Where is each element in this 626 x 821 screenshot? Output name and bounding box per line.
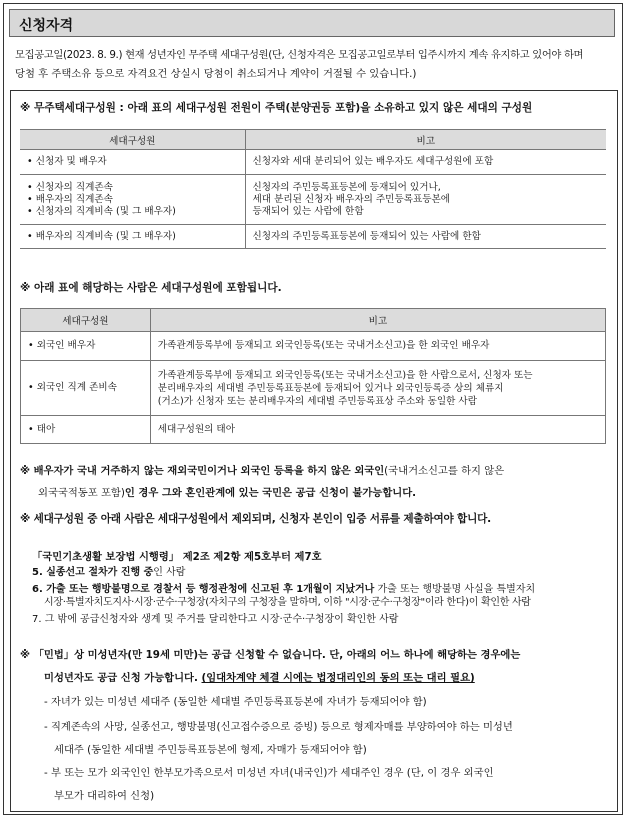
page-frame [3, 3, 623, 815]
table-row [20, 225, 606, 249]
note-included-members: ※ 아래 표에 해당하는 사람은 세대구성원에 포함됩니다. [20, 282, 282, 294]
note-foreign-spouse-bold: ※ 배우자가 국내 거주하지 않는 재외국민이거나 외국인 등록을 하지 않은 외국인 [20, 465, 385, 477]
note-no-home-definition: ※ 무주택세대구성원 : 아래 표의 세대구성원 전원이 주택(분양권등 포함)을 소유하고 있지 않은 세대의 구성원 [20, 102, 533, 114]
note-minor-bold: 미성년자도 공급 신청 가능합니다. [44, 672, 202, 684]
table1-member: • 신청자의 직계비속 (및 그 배우자) [27, 205, 176, 217]
law-item-5-normal: 인 사람 [153, 567, 186, 578]
eligibility-details-box [10, 90, 618, 812]
table1-header-remarks: 비고 [245, 130, 606, 150]
list-item: - 자녀가 있는 미성년 세대주 (동일한 세대별 주민등록표등본에 자녀가 등재되어야 함) [44, 696, 427, 708]
table1-remark: 세대 분리된 신청자 배우자의 주민등록표등본에 [252, 193, 451, 205]
note-minor-underline: (임대차계약 체결 시에는 법정대리인의 동의 또는 대리 필요) [201, 672, 475, 684]
section-title: 신청자격 [19, 18, 74, 34]
table2-remark: 가족관계등록부에 등재되고 외국인등록(또는 국내거소신고)을 한 외국인 배우자 [157, 340, 490, 351]
intro-line-2: 당첨 후 주택소유 등으로 자격요건 상실시 당첨이 취소되거나 계약이 거절될 수 있습니다.) [15, 68, 417, 80]
note-foreign-spouse-normal: (국내거소신고를 하지 않은 [384, 465, 505, 477]
table-row [21, 332, 606, 361]
note-foreign-spouse-normal-2: 외국국적동포 포함) [38, 487, 125, 499]
table2-member: • 태아 [21, 416, 151, 444]
table2-member: • 외국인 직계 존비속 [21, 361, 151, 416]
intro-line-1: 모집공고일(2023. 8. 9.) 현재 성년자인 무주택 세대구성원(단, 신청자격은 모집공고일로부터 입주시까지 계속 유지하고 있어야 하며 [15, 49, 584, 61]
law-item-7: 7. 그 밖에 공급신청자와 생계 및 주거를 달리한다고 시장·군수·구청장이 확인한 사람 [32, 614, 399, 625]
table1-member: • 배우자의 직계비속 (및 그 배우자) [27, 230, 176, 242]
law-item-5-bold: 5. 실종선고 절차가 진행 중 [32, 567, 154, 578]
household-members-table [20, 129, 606, 249]
table2-remark: (거소)가 신청자 또는 분리배우자의 세대별 주민등록표상 주소와 동일한 사람 [157, 395, 477, 407]
note-minor-line-2 [44, 669, 475, 684]
law-item-6-line-2: 시장·특별자치도지사·시장·군수·구청장(자치구의 구청장을 말하며, 이하 "시장·군수·구청장"이라 한다)이 확인한 사람 [44, 597, 531, 608]
list-item: - 부 또는 모가 외국인인 한부모가족으로서 미성년 자녀(내국인)가 세대주인 경우 (단, 이 경우 외국인 [44, 767, 494, 779]
table1-header-members: 세대구성원 [20, 130, 245, 150]
table-row [20, 150, 606, 175]
table1-remark: 신청자와 세대 분리되어 있는 배우자도 세대구성원에 포함 [252, 156, 494, 167]
table2-member: • 외국인 배우자 [21, 332, 151, 361]
law-item-6-normal: 가출 또는 행방불명 사실을 특별자치 [374, 584, 536, 595]
table2-header-remarks: 비고 [150, 309, 605, 332]
table2-remark: 분리배우자의 세대별 주민등록표등본에 등재되어 있거나 외국인등록증 상의 체류지 [157, 382, 504, 394]
table2-remark: 세대구성원의 태아 [157, 423, 235, 435]
list-item: 세대주 (동일한 세대별 주민등록표등본에 형제, 자매가 등재되어야 함) [54, 744, 367, 756]
table-row [21, 361, 606, 416]
table-row [21, 416, 606, 444]
law-title: 「국민기초생활 보장법 시행령」 제2조 제2항 제5호부터 제7호 [32, 551, 322, 563]
note-excluded-members: ※ 세대구성원 중 아래 사람은 세대구성원에서 제외되며, 신청자 본인이 입증 서류를 제출하여야 합니다. [20, 513, 491, 525]
table2-header-members: 세대구성원 [21, 309, 151, 332]
note-foreign-spouse-bold-2: 인 경우 그와 혼인관계에 있는 국민은 공급 신청이 불가능합니다. [124, 487, 417, 499]
note-minor-line-1: ※ 「민법」상 미성년자(만 19세 미만)는 공급 신청할 수 없습니다. 단, 아래의 어느 하나에 해당하는 경우에는 [20, 649, 521, 661]
law-item-5 [32, 563, 185, 578]
list-item: - 직계존속의 사망, 실종선고, 행방불명(신고접수증으로 증빙) 등으로 형제자매를 부양하여야 하는 미성년 [44, 721, 513, 733]
intro-paragraph [15, 46, 615, 84]
table-row [20, 175, 606, 225]
table1-member: • 신청자 및 배우자 [27, 156, 107, 167]
table1-remark: 신청자의 주민등록표등본에 등재되어 있거나, [252, 181, 441, 193]
table1-remark: 등재되어 있는 사람에 한함 [252, 205, 364, 217]
list-item: 부모가 대리하여 신청) [54, 790, 155, 802]
section-title-bar [9, 9, 615, 37]
note-foreign-spouse-line-2 [38, 484, 416, 499]
law-item-6-bold: 6. 가출 또는 행방불명으로 경찰서 등 행정관청에 신고된 후 1개월이 지났거나 [32, 584, 375, 595]
table1-remark: 신청자의 주민등록표등본에 등재되어 있는 사람에 한함 [252, 230, 481, 242]
included-members-table [20, 308, 606, 444]
table2-remark: 가족관계등록부에 등재되고 외국인등록(또는 국내거소신고)을 한 사람으로서, 신청자 또는 [157, 369, 533, 381]
table1-member: • 배우자의 직계존속 [27, 193, 113, 205]
table1-member: • 신청자의 직계존속 [27, 181, 113, 193]
note-foreign-spouse-line-1 [20, 462, 504, 477]
